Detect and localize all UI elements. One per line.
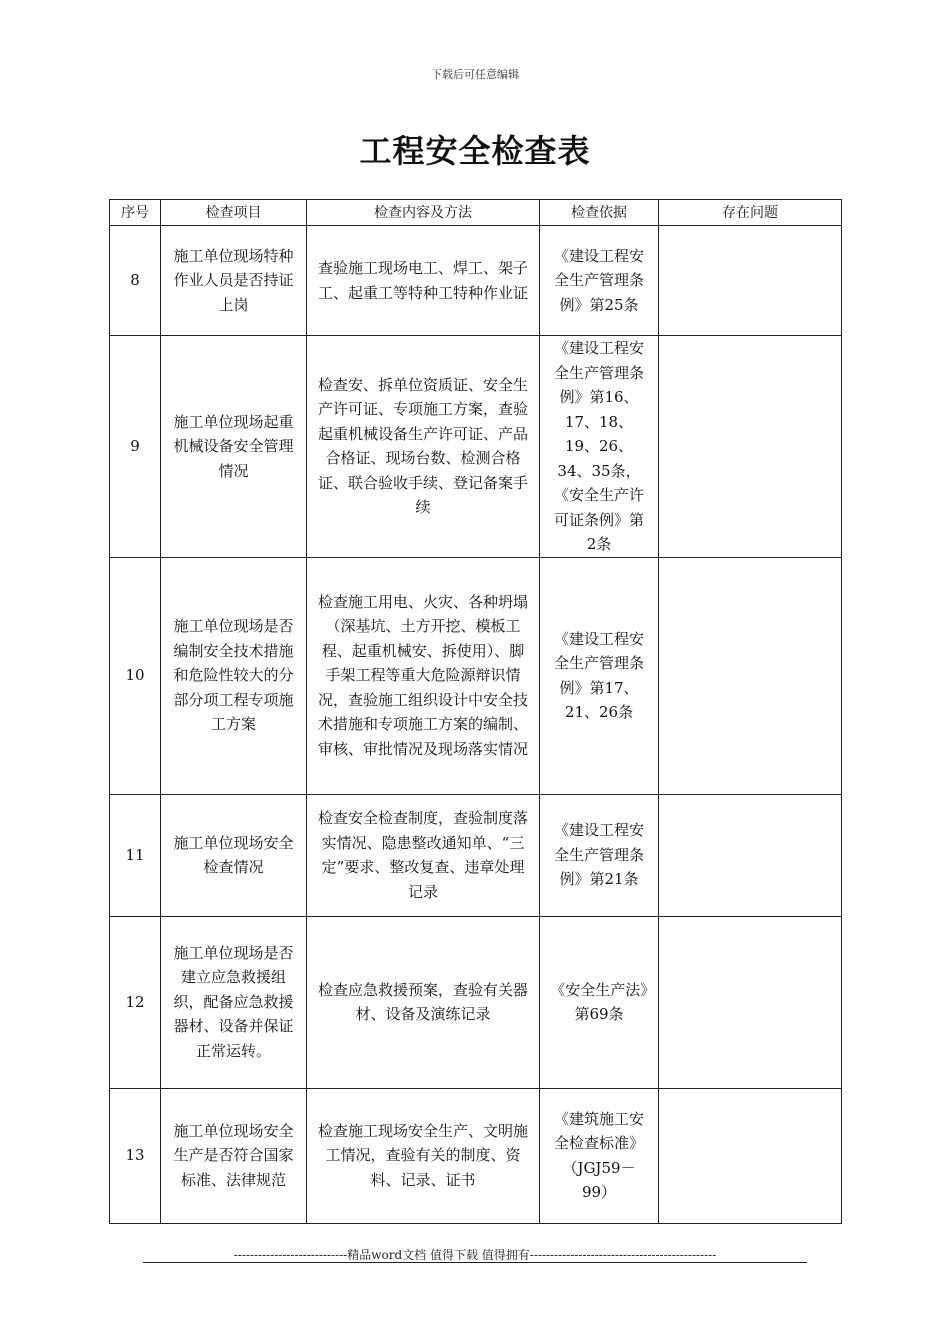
header-item: 检查项目: [161, 200, 307, 226]
row-method: 检查安、拆单位资质证、安全生产许可证、专项施工方案，查验起重机械设备生产许可证、产品合格证、现场台数、检测合格证、联合验收手续、登记备案手续: [307, 336, 540, 558]
row-basis: 《安全生产法》第69条: [540, 916, 659, 1088]
row-method: 查验施工现场电工、焊工、架子工、起重工等特种工特种作业证: [307, 226, 540, 336]
row-item: 施工单位现场安全检查情况: [161, 794, 307, 916]
table-header-row: [110, 200, 842, 226]
table-row: [110, 1088, 842, 1223]
header-method: 检查内容及方法: [307, 200, 540, 226]
header-note: 下载后可任意编辑: [431, 68, 519, 81]
row-issue: [659, 226, 842, 336]
row-issue: [659, 916, 842, 1088]
safety-check-table: [109, 199, 842, 1224]
table-row: [110, 226, 842, 336]
row-basis: 《建设工程安全生产管理条例》第17、21、26条: [540, 557, 659, 794]
header-issue: 存在问题: [659, 200, 842, 226]
row-item: 施工单位现场特种作业人员是否持证上岗: [161, 226, 307, 336]
row-no: 8: [110, 226, 161, 336]
row-no: 12: [110, 916, 161, 1088]
row-method: 检查安全检查制度，查验制度落实情况、隐患整改通知单、“三定”要求、整改复查、违章处理记录: [307, 794, 540, 916]
row-basis: 《建设工程安全生产管理条例》第21条: [540, 794, 659, 916]
row-basis: 《建设工程安全生产管理条例》第25条: [540, 226, 659, 336]
table-row: [110, 916, 842, 1088]
footer-text: ----------------------------精品word文档 值得下载 值得拥有----------------------------------------------: [233, 1248, 717, 1262]
row-issue: [659, 794, 842, 916]
row-basis: 《建设工程安全生产管理条例》第16、17、18、19、26、34、35条，《安全生产许可证条例》第2条: [540, 336, 659, 558]
row-method: 检查施工现场安全生产、文明施工情况，查验有关的制度、资料、记录、证书: [307, 1088, 540, 1223]
row-no: 9: [110, 336, 161, 558]
row-no: 11: [110, 794, 161, 916]
row-issue: [659, 557, 842, 794]
row-item: 施工单位现场是否编制安全技术措施和危险性较大的分部分项工程专项施工方案: [161, 557, 307, 794]
row-item: 施工单位现场是否建立应急救援组织，配备应急救援器材、设备并保证正常运转。: [161, 916, 307, 1088]
row-issue: [659, 1088, 842, 1223]
table-row: [110, 794, 842, 916]
row-no: 10: [110, 557, 161, 794]
row-item: 施工单位现场安全生产是否符合国家标准、法律规范: [161, 1088, 307, 1223]
row-no: 13: [110, 1088, 161, 1223]
table-row: [110, 336, 842, 558]
document-title: 工程安全检查表: [359, 132, 591, 170]
row-basis: 《建筑施工安全检查标准》（JGJ59－99）: [540, 1088, 659, 1223]
header-no: 序号: [110, 200, 161, 226]
row-issue: [659, 336, 842, 558]
footer-rule: [143, 1262, 807, 1263]
table-row: [110, 557, 842, 794]
row-method: 检查应急救援预案，查验有关器材、设备及演练记录: [307, 916, 540, 1088]
row-item: 施工单位现场起重机械设备安全管理情况: [161, 336, 307, 558]
header-basis: 检查依据: [540, 200, 659, 226]
row-method: 检查施工用电、火灾、各种坍塌（深基坑、土方开挖、模板工程、起重机械安、拆使用）、脚手架工程等重大危险源辩识情况，查验施工组织设计中安全技术措施和专项施工方案的编制、审核、审批情况及现场落实情况: [307, 557, 540, 794]
